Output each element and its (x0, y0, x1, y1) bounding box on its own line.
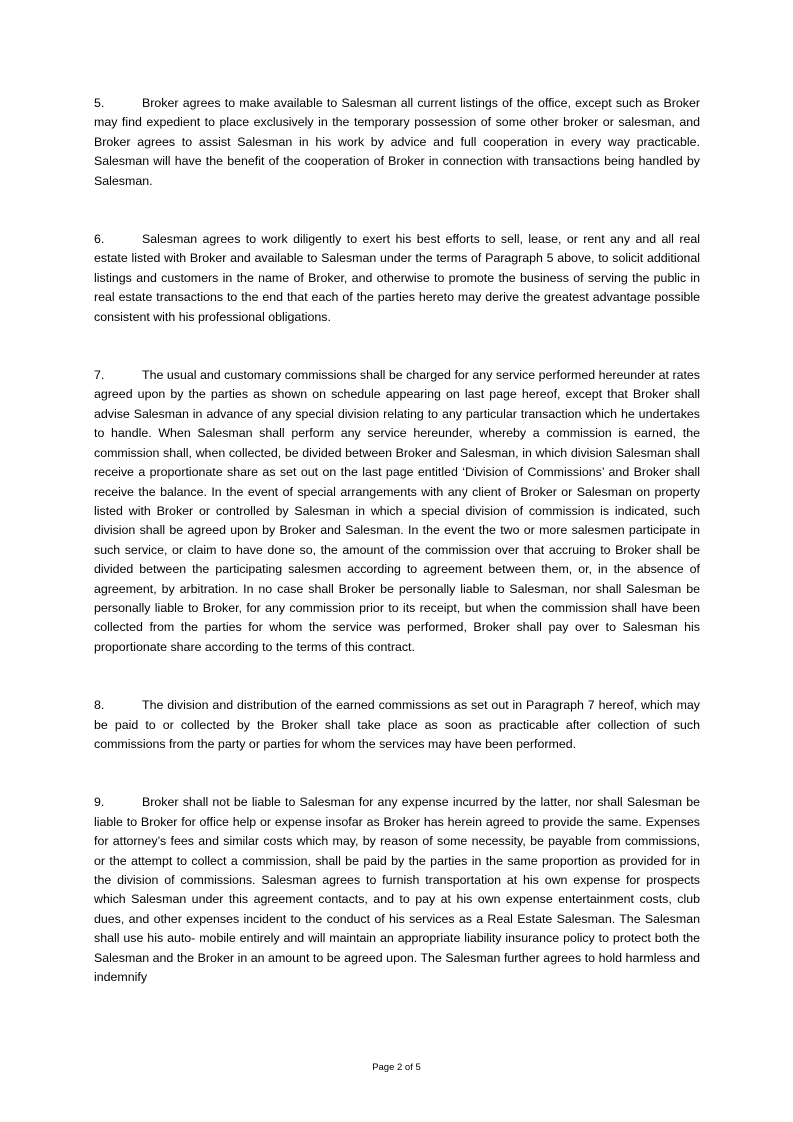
document-body (94, 94, 700, 987)
clause-8 (94, 696, 700, 754)
clause-6 (94, 230, 700, 327)
clause-number: 7. (94, 368, 105, 383)
clause-number: 6. (94, 232, 105, 247)
clause-number: 9. (94, 795, 105, 810)
page-footer (0, 1062, 793, 1074)
page-number-label: Page 2 of 5 (372, 1062, 421, 1073)
clause-text: The division and distribution of the earned commissions as set out in Paragraph 7 hereof, which may be paid to or collected by the Broker shall take place as soon as practicable after collection of such commissions from the party or parties for whom the services may have been performed. (94, 698, 700, 751)
clause-9 (94, 793, 700, 987)
clause-7 (94, 366, 700, 657)
clause-text: Broker shall not be liable to Salesman for any expense incurred by the latter, nor shall Salesman be liable to Broker for office help or expense insofar as Broker has herein agreed to provide the same. Expenses for attorney’s fees and similar costs which may, by reason of some necessity, be payable from commissions, or the attempt to collect a commission, shall be paid by the parties in the same proportion as provided for in the division of commissions. Salesman agrees to furnish transportation at his own expense for prospects which Salesman under this agreement contacts, and to pay at his own expense entertainment costs, club dues, and other expenses incident to the conduct of his services as a Real Estate Salesman. The Salesman shall use his auto- mobile entirely and will maintain an appropriate liability insurance policy to protect both the Salesman and the Broker in an amount to be agreed upon. The Salesman further agrees to hold harmless and indemnify (94, 795, 700, 985)
clause-number: 5. (94, 96, 105, 110)
clause-5 (94, 94, 700, 191)
clause-text: The usual and customary commissions shall be charged for any service performed hereunder at rates agreed upon by the parties as shown on schedule appearing on last page hereof, except that Broker shall advise Salesman in advance of any special division relating to any particular transaction which he undertakes to handle. When Salesman shall perform any service hereunder, whereby a commission is earned, the commission shall, when collected, be divided between Broker and Salesman, in which division Salesman shall receive a proportionate share as set out on the last page entitled ‘Division of Commissions’ and Broker shall receive the balance. In the event of special arrangements with any client of Broker or Salesman on property listed with Broker or controlled by Salesman in which a special division of commission is indicated, such division shall be agreed upon by Broker and Salesman. In the event the two or more salesmen participate in such service, or claim to have done so, the amount of the commission over that accruing to Broker shall be divided between the participating salesmen according to agreement between them, or, in the absence of agreement, by arbitration. In no case shall Broker be personally liable to Salesman, nor shall Salesman be personally liable to Broker, for any commission prior to its receipt, but when the commission shall have been collected from the parties for whom the service was performed, Broker shall pay over to Salesman his proportionate share according to the terms of this contract. (94, 368, 700, 654)
clause-text: Salesman agrees to work diligently to exert his best efforts to sell, lease, or rent any and all real estate listed with Broker and available to Salesman under the terms of Paragraph 5 above, to solicit additional listings and customers in the name of Broker, and otherwise to promote the business of serving the public in real estate transactions to the end that each of the parties hereto may derive the greatest advantage possible consistent with his professional obligations. (94, 232, 700, 324)
clause-text: Broker agrees to make available to Salesman all current listings of the office, except such as Broker may find expedient to place exclusively in the temporary possession of some other broker or salesman, and Broker agrees to assist Salesman in his work by advice and full cooperation in every way practicable. Salesman will have the benefit of the cooperation of Broker in connection with transactions being handled by Salesman. (94, 96, 700, 188)
clause-number: 8. (94, 698, 105, 713)
